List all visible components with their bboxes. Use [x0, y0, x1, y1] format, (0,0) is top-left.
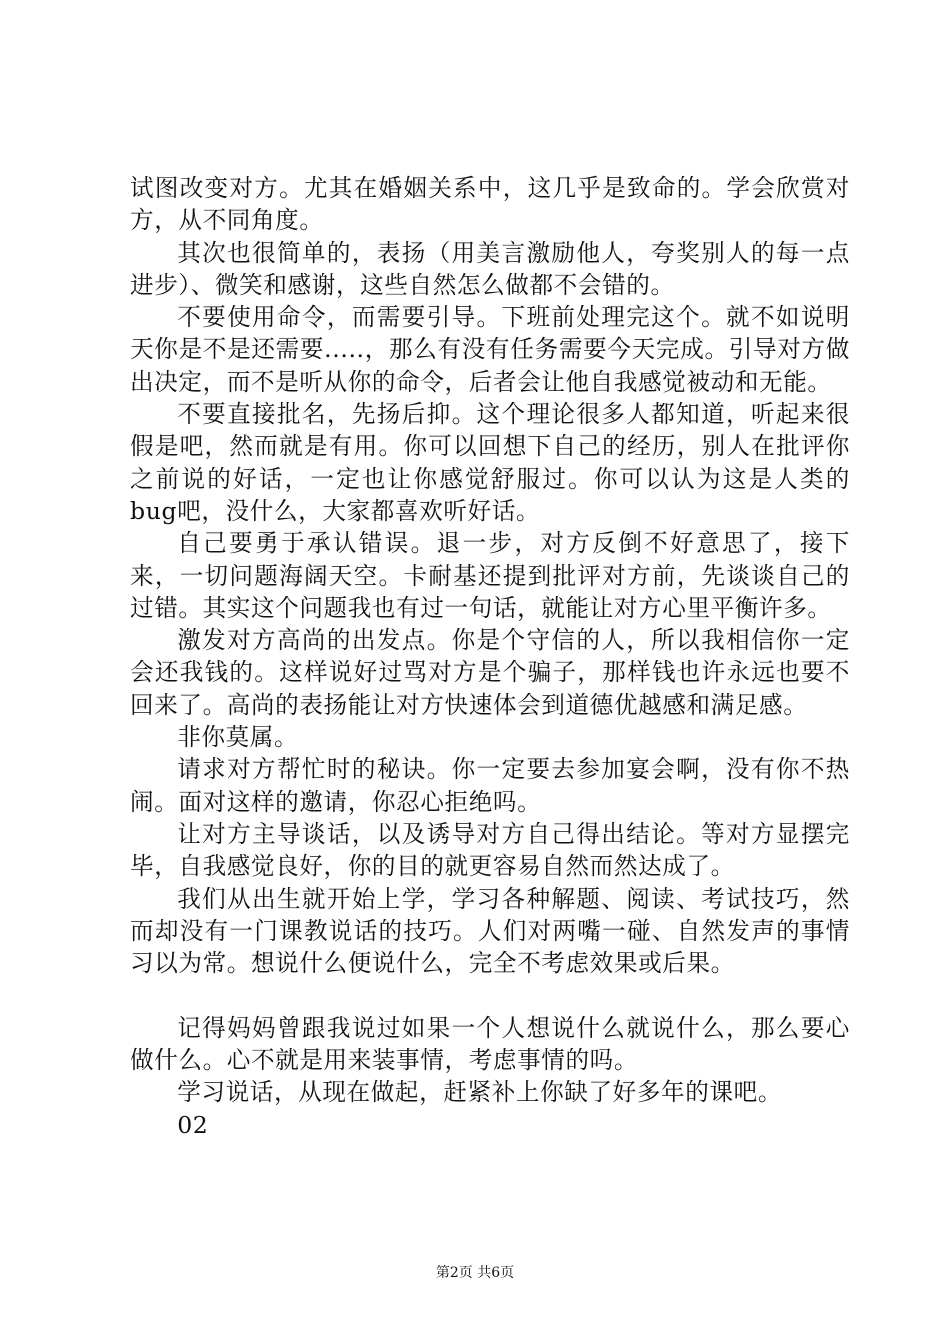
paragraph-9: 让对方主导谈话，以及诱导对方自己得出结论。等对方显摆完毕，自我感觉良好，你的目的就更容易自然而然达成了。 [130, 819, 850, 881]
section-number: 02 [177, 1110, 209, 1139]
paragraph-2: 其次也很简单的，表扬（用美言激励他人，夸奖别人的每一点进步）、微笑和感谢，这些自然怎么做都不会错的。 [130, 238, 850, 299]
paragraph-7: 非你莫属。 [177, 723, 299, 752]
paragraph-10: 我们从出生就开始上学，学习各种解题、阅读、考试技巧，然而却没有一门课教说话的技巧。人们对两嘴一碰、自然发声的事情习以为常。想说什么便说什么，完全不考虑效果或后果。 [130, 884, 850, 978]
paragraph-3: 不要使用命令，而需要引导。下班前处理完这个。就不如说明天你是不是还需要.....，那么有没有任务需要今天完成。引导对方做出决定，而不是听从你的命令，后者会让他自我感觉被动和无能。 [130, 303, 850, 396]
paragraph-5: 自己要勇于承认错误。退一步，对方反倒不好意思了，接下来，一切问题海阔天空。卡耐基还提到批评对方前，先谈谈自己的过错。其实这个问题我也有过一句话，就能让对方心里平衡许多。 [130, 529, 850, 622]
paragraph-12: 学习说话，从现在做起，赶紧补上你缺了好多年的课吧。 [177, 1078, 783, 1107]
paragraph-1: 试图改变对方。尤其在婚姻关系中，这几乎是致命的。学会欣赏对方，从不同角度。 [130, 174, 850, 235]
paragraph-4: 不要直接批名，先扬后抑。这个理论很多人都知道，听起来很假是吧，然而就是有用。你可以回想下自己的经历，别人在批评你之前说的好话，一定也让你感觉舒服过。你可以认为这是人类的bug吧，没什么，大家都喜欢听好话。 [130, 400, 850, 525]
paragraph-8: 请求对方帮忙时的秘诀。你一定要去参加宴会啊，没有你不热闹。面对这样的邀请，你忍心拒绝吗。 [130, 755, 850, 816]
blank-line [130, 979, 850, 1011]
paragraph-11: 记得妈妈曾跟我说过如果一个人想说什么就说什么，那么要心做什么。心不就是用来装事情，考虑事情的吗。 [130, 1013, 850, 1075]
page-footer: 第2页 共6页 [435, 1265, 515, 1281]
paragraph-6: 激发对方高尚的出发点。你是个守信的人，所以我相信你一定会还我钱的。这样说好过骂对方是个骗子，那样钱也许永远也要不回来了。高尚的表扬能让对方快速体会到道德优越感和满足感。 [130, 626, 850, 719]
body-text [130, 172, 850, 1141]
